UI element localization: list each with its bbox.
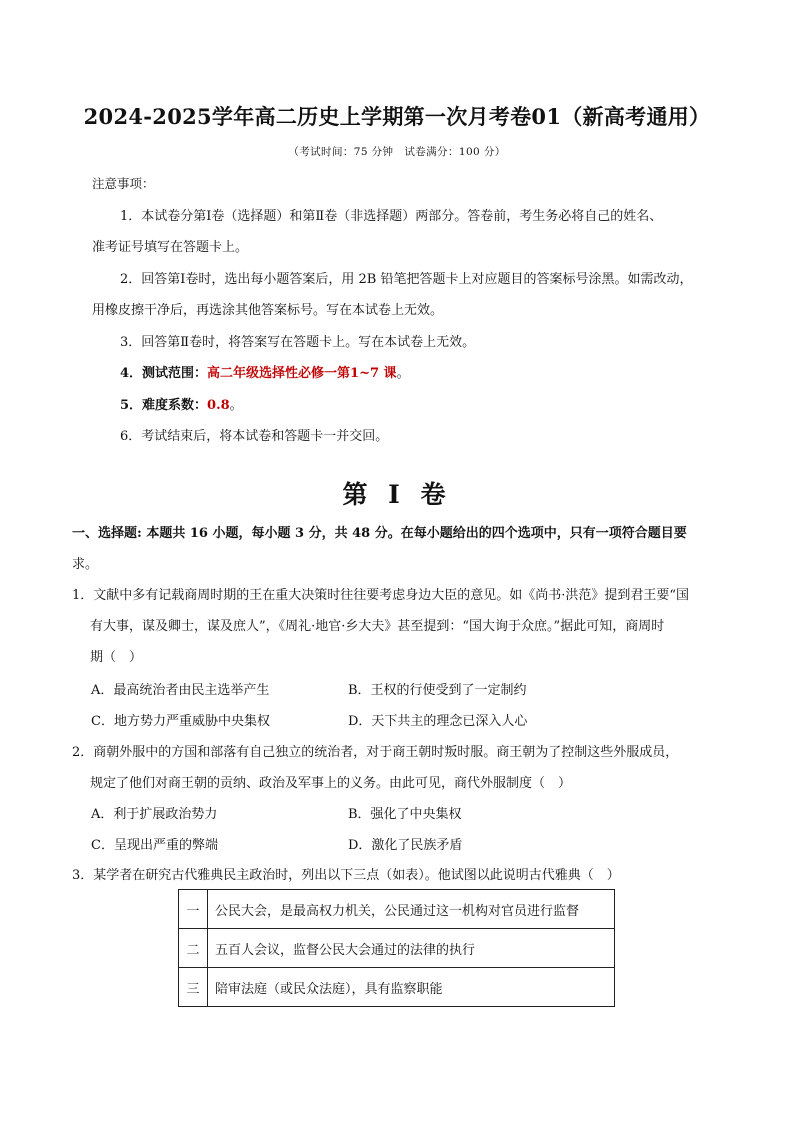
table-cell-text: 陪审法庭（或民众法庭），具有监察职能 — [208, 968, 615, 1007]
q1-stem-line-1: 1．文献中多有记载商周时期的王在重大决策时往往要考虑身边大臣的意见。如《尚书·洪范》提到君王要“国 — [72, 588, 690, 603]
q1-option-d: D．天下共主的理念已深入人心 — [348, 714, 528, 729]
q1-stem-line-2: 有大事，谋及卿士，谋及庶人”，《周礼·地官·乡大夫》甚至提到：“国大询于众庶。”据此可知，商周时 — [90, 619, 665, 634]
q1-option-b: B．王权的行使受到了一定制约 — [348, 683, 527, 698]
note-2-line-1: 2．回答第Ⅰ卷时，选出每小题答案后，用 2B 铅笔把答题卡上对应题目的答案标号涂黑。如需改动， — [120, 272, 693, 287]
note-4-label: 4．测试范围： — [120, 366, 208, 381]
note-6: 6．考试结束后，将本试卷和答题卡一并交回。 — [120, 429, 389, 444]
test-scope-value: 高二年级选择性必修一第1~7 课 — [207, 366, 397, 381]
q2-option-c: C．呈现出严重的弊端 — [91, 838, 218, 853]
section-title: 第 I 卷 — [342, 480, 452, 509]
q2-option-a: A．利于扩展政治势力 — [91, 807, 218, 822]
section-instructions-line-1: 一、选择题: 本题共 16 小题，每小题 3 分，共 48 分。在每小题给出的四个选项中，只有一项符合题目要 — [72, 526, 687, 541]
note-5-end: 。 — [229, 398, 243, 413]
table-row — [179, 890, 615, 929]
q1-stem-line-3: 期（ ） — [90, 650, 143, 665]
note-3: 3．回答第Ⅱ卷时，将答案写在答题卡上。写在本试卷上无效。 — [120, 335, 476, 350]
note-1-line-2: 准考证号填写在答题卡上。 — [92, 240, 249, 255]
note-5-label: 5．难度系数： — [120, 398, 208, 413]
table-cell-num: 三 — [179, 968, 208, 1007]
q2-stem-line-1: 2．商朝外服中的方国和部落有自己独立的统治者，对于商王朝时叛时服。商王朝为了控制这些外服成员， — [72, 745, 679, 760]
q2-stem-line-2: 规定了他们对商王朝的贡纳、政治及军事上的义务。由此可见，商代外服制度（ ） — [90, 776, 572, 791]
table-cell-text: 公民大会，是最高权力机关，公民通过这一机构对官员进行监督 — [208, 890, 615, 929]
q2-option-d: D．激化了民族矛盾 — [348, 838, 463, 853]
note-5 — [120, 394, 243, 413]
q3-table — [178, 889, 615, 1007]
difficulty-value: 0.8 — [207, 398, 230, 413]
table-cell-num: 二 — [179, 929, 208, 968]
table-row — [179, 968, 615, 1007]
exam-title: 2024-2025学年高二历史上学期第一次月考卷01（新高考通用） — [83, 104, 711, 129]
q1-option-c: C．地方势力严重威胁中央集权 — [91, 714, 270, 729]
note-4 — [120, 362, 410, 381]
q1-option-a: A．最高统治者由民主选举产生 — [91, 683, 270, 698]
exam-subtitle: （考试时间：75 分钟 试卷满分：100 分） — [288, 146, 506, 158]
section-instructions-line-2: 求。 — [72, 557, 99, 572]
note-1-line-1: 1．本试卷分第Ⅰ卷（选择题）和第Ⅱ卷（非选择题）两部分。答卷前，考生务必将自己的姓名、 — [120, 209, 663, 224]
table-cell-num: 一 — [179, 890, 208, 929]
table-row — [179, 929, 615, 968]
q3-stem-line-1: 3．某学者在研究古代雅典民主政治时，列出以下三点（如表）。他试图以此说明古代雅典（ ） — [72, 868, 620, 883]
table-cell-text: 五百人会议，监督公民大会通过的法律的执行 — [208, 929, 615, 968]
note-4-end: 。 — [396, 366, 410, 381]
q2-option-b: B．强化了中央集权 — [348, 807, 462, 822]
note-2-line-2: 用橡皮擦干净后，再选涂其他答案标号。写在本试卷上无效。 — [92, 303, 444, 318]
notes-heading: 注意事项： — [92, 176, 155, 191]
